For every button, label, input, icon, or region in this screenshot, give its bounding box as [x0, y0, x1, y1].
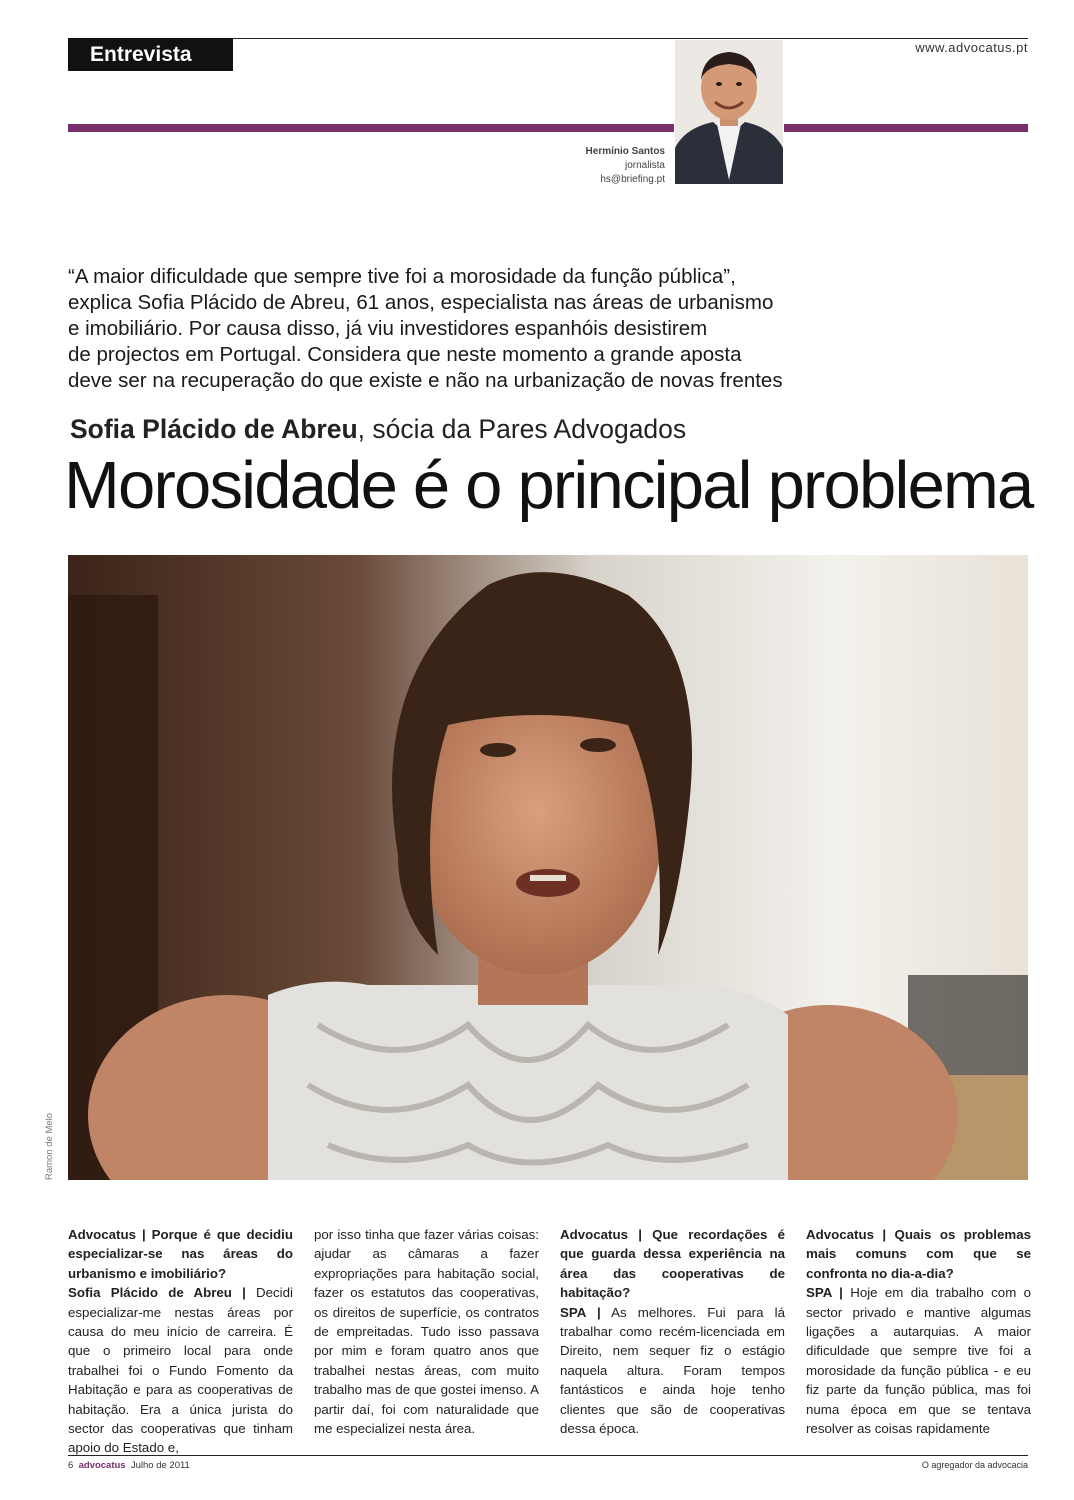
photo-credit: Ramon de Melo [44, 1112, 55, 1180]
subheadline [70, 414, 686, 445]
accent-bar-right [784, 124, 1028, 132]
author-email[interactable]: hs@briefing.pt [600, 174, 665, 185]
answer: Decidi especializar-me nestas áreas por causa do meu início de carreira. É que o primeiro local para onde trabalhei foi o Fundo Fomento da Habitação e para as cooperativas de habitação. Era a única jurista do sector das cooperativas que tinham apoio do Estado e, [68, 1285, 293, 1456]
lead-line: e imobiliário. Por causa disso, já viu investidores espanhóis desistirem [68, 317, 708, 340]
speaker-label: SPA | [560, 1304, 601, 1320]
footer-tagline: O agregador da advocacia [921, 1460, 1028, 1470]
headline: Morosidade é o principal problema [64, 448, 1033, 523]
article-column-2 [314, 1225, 539, 1438]
lead-line: de projectos em Portugal. Considera que neste momento a grande aposta [68, 343, 742, 366]
interviewee-role: , sócia da Pares Advogados [357, 414, 687, 444]
lead-line: explica Sofia Plácido de Abreu, 61 anos, especialista nas áreas de urbanismo [68, 291, 774, 314]
author-role: jornalista [624, 160, 665, 171]
interviewee-name: Sofia Plácido de Abreu [70, 414, 358, 444]
footer-left [68, 1460, 190, 1471]
lead-paragraph [68, 264, 828, 394]
site-url[interactable]: www.advocatus.pt [915, 40, 1028, 55]
question: Advocatus | Que recordações é que guarda dessa experiência na área das cooperativas de habitação? [560, 1227, 785, 1301]
answer: As melhores. Fui para lá trabalhar como recém-licenciada em Direito, nem sequer fiz o estágio naquela altura. Foram tempos fantásticos e ainda hoje tenho clientes que são de cooperativas dessa época. [560, 1304, 785, 1437]
lead-line: deve ser na recuperação do que existe e não na urbanização de novas frentes [68, 369, 783, 392]
page-number: 6 [68, 1460, 74, 1471]
article-column-4 [806, 1225, 1031, 1438]
author-byline [586, 145, 665, 187]
speaker-label: Sofia Plácido de Abreu | [68, 1285, 246, 1301]
article-column-1 [68, 1225, 293, 1458]
article-column-3 [560, 1225, 785, 1438]
interviewee-photo [68, 555, 1028, 1180]
answer: Hoje em dia trabalho com o sector privado e mantive algumas ligações a autarquias. A maior dificuldade que sempre tive foi a morosidade da função pública - e eu fiz parte da função pública, mas foi numa época em que se tentava resolver as coisas rapidamente [806, 1285, 1031, 1437]
author-name: Hermínio Santos [585, 146, 665, 157]
issue-date: Julho de 2011 [130, 1460, 190, 1471]
author-photo [675, 40, 783, 184]
section-tag: Entrevista [68, 38, 233, 71]
question: Advocatus | Porque é que decidiu especializar-se nas áreas do urbanismo e imobiliário? [68, 1227, 293, 1281]
speaker-label: SPA | [806, 1285, 843, 1301]
lead-line: “A maior dificuldade que sempre tive foi a morosidade da função pública”, [68, 265, 736, 288]
brand-logo: advocatus [78, 1460, 126, 1471]
question: Advocatus | Quais os problemas mais comuns com que se confronta no dia-a-dia? [806, 1227, 1031, 1281]
answer: por isso tinha que fazer várias coisas: ajudar as câmaras a fazer expropriações para habitação social, fazer os estatutos das cooperativas, os direitos de superfície, os contratos de empreitadas. Tudo isso passava por mim e foram quatro anos que trabalhei nestas áreas, com muito trabalho mas de que gostei imenso. A partir daí, foi com naturalidade que me especializei nesta área. [314, 1227, 539, 1437]
footer-rule [68, 1455, 1028, 1456]
accent-bar-left [68, 124, 674, 132]
